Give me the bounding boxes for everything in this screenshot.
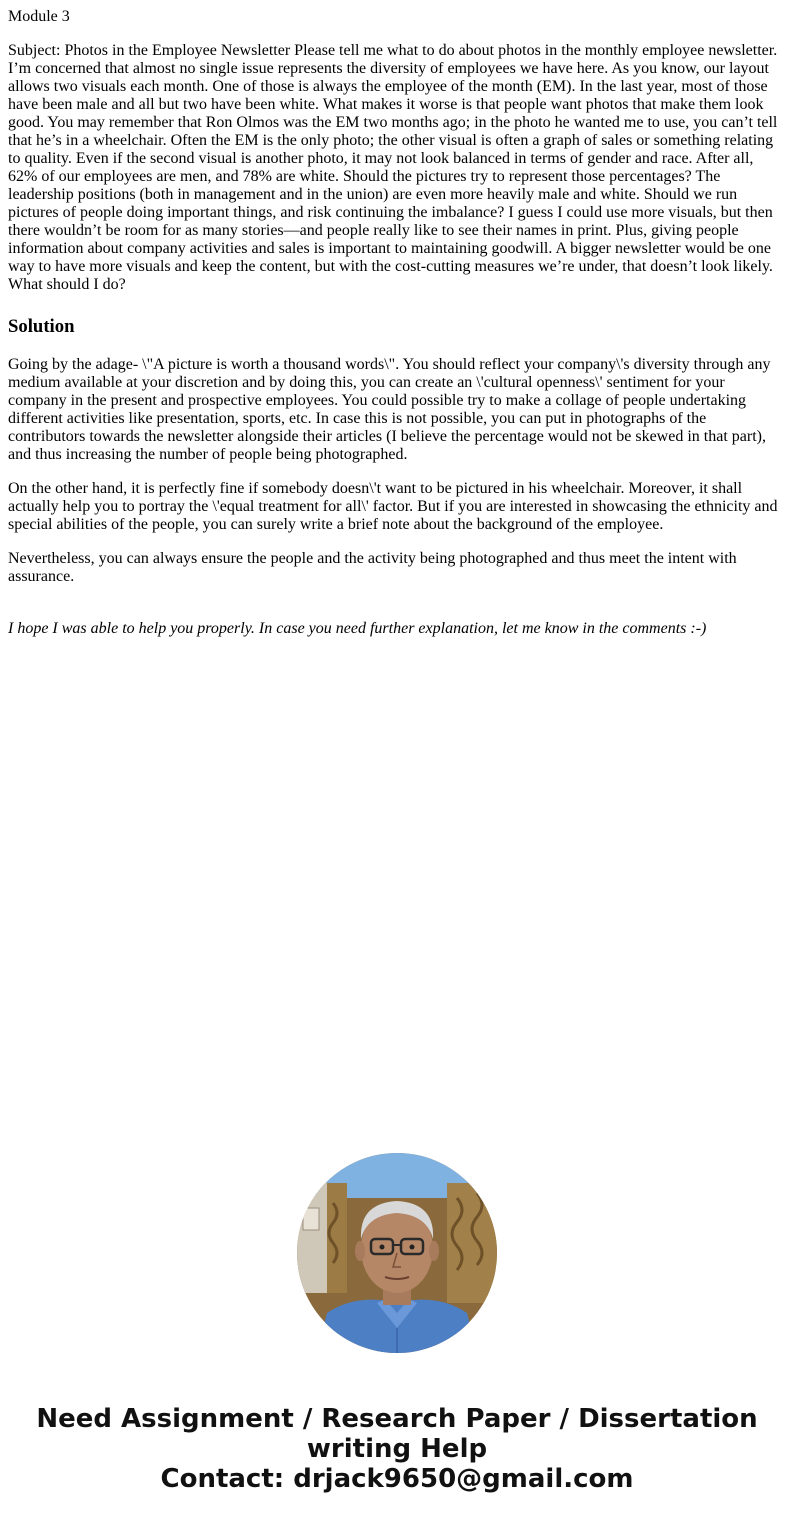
promo-line-1: Need Assignment / Research Paper / Dissertation bbox=[36, 1404, 758, 1434]
question-text: Subject: Photos in the Employee Newsletter Please tell me what to do about photos in the monthly employee newsletter. I’m concerned that almost no single issue represents the diversity of employees we have here. As you know, our layout allows two visuals each month. One of those is always the employee of the month (EM). In the last year, most of those have been male and all but two have been white. What makes it worse is that people want photos that make them look good. You may remember that Ron Olmos was the EM two months ago; in the photo he wanted me to use, you can’t tell that he’s in a wheelchair. Often the EM is the only photo; the other visual is often a graph of sales or something relating to quality. Even if the second visual is another photo, it may not look balanced in terms of gender and race. After all, 62% of our employees are men, and 78% are white. Should the pictures try to represent those percentages? The leadership positions (both in management and in the union) are even more heavily male and white. Should we run pictures of people doing important things, and risk continuing the imbalance? I guess I could use more visuals, but then there wouldn’t be room for as many stories—and people really like to see their names in print. Plus, giving people information about company activities and sales is important to maintaining goodwill. A bigger newsletter would be one way to have more visuals and keep the content, but with the cost-cutting measures we’re under, that doesn’t look likely. What should I do? bbox=[8, 42, 778, 293]
promo-banner bbox=[0, 1404, 794, 1494]
spacer bbox=[8, 602, 780, 620]
avatar bbox=[297, 1153, 497, 1353]
solution-paragraph-1: Going by the adage- \"A picture is worth a thousand words\". You should reflect your company\'s diversity through any medium available at your discretion and by doing this, you can create an \'cultural openness\' sentiment for your company in the present and prospective employees. You could possible try to make a collage of people undertaking different activities like presentation, sports, etc. In case this is not possible, you can put in photographs of the contributors towards the newsletter alongside their articles (I believe the percentage would not be skewed in that part), and thus increasing the number of people being photographed. bbox=[8, 356, 771, 463]
solution-paragraph-3: Nevertheless, you can always ensure the people and the activity being photographed and thus meet the intent with assurance. bbox=[8, 550, 737, 585]
document-body bbox=[8, 8, 780, 654]
module-title: Module 3 bbox=[8, 8, 70, 25]
solution-paragraph-2: On the other hand, it is perfectly fine if somebody doesn\'t want to be pictured in his wheelchair. Moreover, it shall actually help you to portray the \'equal treatment for all\' factor. But if you are interested in showcasing the ethnicity and special abilities of the people, you can surely write a brief note about the background of the employee. bbox=[8, 480, 778, 533]
person-portrait-icon bbox=[297, 1153, 497, 1353]
promo-line-2: writing Help bbox=[306, 1434, 488, 1464]
solution-heading: Solution bbox=[8, 316, 75, 337]
promo-contact: Contact: drjack9650@gmail.com bbox=[160, 1464, 634, 1494]
signoff-text: I hope I was able to help you properly. In case you need further explanation, let me know in the comments :-) bbox=[8, 620, 707, 637]
